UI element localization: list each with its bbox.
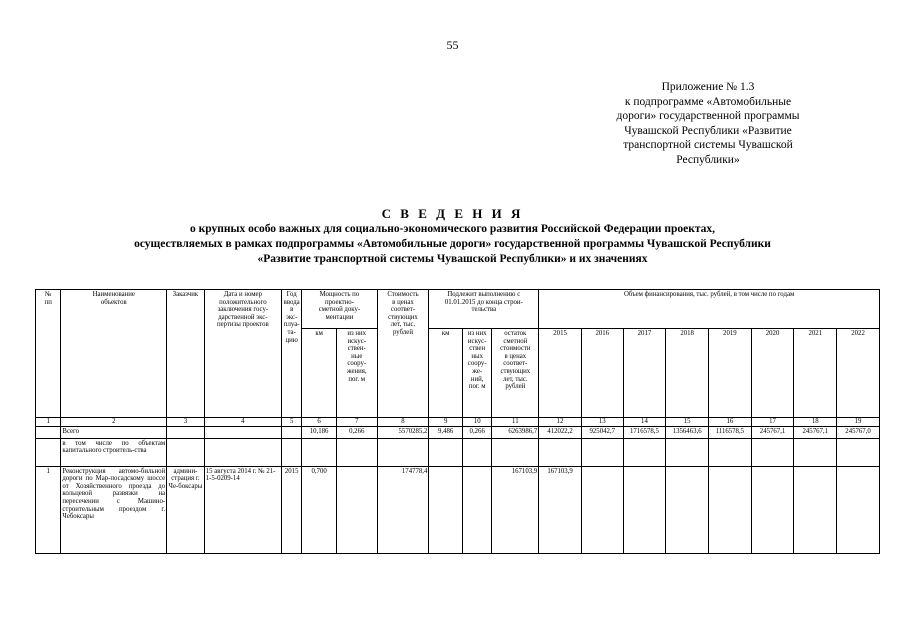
header-capacity-km: км	[302, 329, 337, 418]
col-number: 11	[492, 418, 539, 427]
object-expertise-date: 15 августа 2014 г. № 21-1-5-0209-14	[204, 466, 281, 553]
subtitle-line: «Развитие транспортной системы Чувашской Республики» и их значениях	[257, 253, 648, 265]
table-row-subtotal	[36, 438, 880, 466]
col-number: 4	[204, 418, 281, 427]
subtitle-line: о крупных особо важных для социально-экономического развития Российской Федерации проектах,	[189, 223, 716, 235]
header-remaining-balance: остаток сметной стоимости в ценах соответ- ствующих лет, тыс. рублей	[492, 329, 539, 418]
col-number: 10	[462, 418, 491, 427]
col-number: 3	[167, 418, 205, 427]
col-number: 14	[623, 418, 666, 427]
header-year-2019: 2019	[709, 329, 752, 418]
header-year-2022: 2022	[837, 329, 880, 418]
object-name: Реконструкция автомо-бильной дороги по Мар-посадскому шоссе от Хозяйственного проезда до кольцевой развязки на пересечении с Машино-строительным проездом г. Чебоксары	[61, 466, 167, 553]
col-number: 15	[666, 418, 709, 427]
header-remaining-km: км	[429, 329, 463, 418]
header-expertise-date: Дата и номер положительного заключения госу- дарственной экс- пертизы проектов	[204, 290, 281, 418]
total-cell: 1356463,6	[666, 426, 709, 438]
page-number: 55	[446, 38, 459, 52]
total-cell: 245767,1	[751, 426, 794, 438]
header-customer: Заказчик	[167, 290, 205, 418]
col-number: 6	[302, 418, 337, 427]
object-year: 2015	[282, 466, 302, 553]
document-subtitle	[0, 222, 905, 267]
col-number: 8	[377, 418, 429, 427]
header-year-2018: 2018	[666, 329, 709, 418]
total-cell: 925042,7	[581, 426, 623, 438]
object-cost: 174778,4	[377, 466, 429, 553]
header-remaining-artificial: из них искус- ствен ных соору- же- ний, пог. м	[462, 329, 491, 418]
object-funding-2015: 167103,9	[539, 466, 582, 553]
total-cell: 245767,1	[794, 426, 837, 438]
col-number: 17	[751, 418, 794, 427]
appendix-note	[588, 80, 828, 167]
appendix-line: Чувашской Республики «Развитие	[624, 124, 792, 137]
appendix-line: Приложение № 1.3	[661, 81, 755, 93]
header-remaining: Подлежит выполнению с 01.01.2015 до конца строи- тельства	[429, 290, 539, 329]
total-cell: 9,486	[429, 426, 463, 438]
appendix-line: дороги» государственной программы	[616, 110, 800, 122]
total-cell: 10,186	[302, 426, 337, 438]
document-title: С В Е Д Е Н И Я	[381, 206, 524, 221]
col-number: 1	[36, 418, 61, 427]
appendix-line: транспортной системы Чувашской	[623, 139, 793, 151]
total-cell: 1116578,5	[709, 426, 752, 438]
header-name: Наименование объектов	[61, 290, 167, 418]
header-year-2016: 2016	[581, 329, 623, 418]
object-balance: 167103,9	[492, 466, 539, 553]
object-customer: админи-страция г. Че-боксары	[167, 466, 205, 553]
total-cell: 412022,2	[539, 426, 582, 438]
total-cell: 0,266	[336, 426, 377, 438]
object-num: 1	[36, 466, 61, 553]
projects-table	[35, 289, 880, 554]
col-number: 5	[282, 418, 302, 427]
header-funding: Объем финансирования, тыс. рублей, в том числе по годам	[539, 290, 880, 329]
total-cell: 1716578,5	[623, 426, 666, 438]
header-num: № пп	[36, 290, 61, 418]
object-km: 0,700	[302, 466, 337, 553]
table-row-total	[36, 426, 880, 438]
col-number: 18	[794, 418, 837, 427]
col-number: 9	[429, 418, 463, 427]
col-number: 19	[837, 418, 880, 427]
col-number: 7	[336, 418, 377, 427]
column-numbers-row	[36, 418, 880, 427]
col-number: 13	[581, 418, 623, 427]
header-year: Год ввода в экс- плуа- та- цию	[282, 290, 302, 418]
col-number: 16	[709, 418, 752, 427]
header-cost: Стоимость в ценах соответ- ствующих лет, тыс. рублей	[377, 290, 429, 418]
header-year-2015: 2015	[539, 329, 582, 418]
subtitle-line: осуществляемых в рамках подпрограммы «Автомобильные дороги» государственной программы Чувашской Республики	[134, 238, 771, 250]
header-year-2017: 2017	[623, 329, 666, 418]
header-capacity-artificial: из них искус- ствен- ные соору- жения, пог. м	[336, 329, 377, 418]
total-label: Всего	[61, 426, 167, 438]
table-row-object	[36, 466, 880, 553]
subtotal-label: в том числе по объектам капитального строитель-ства	[61, 438, 167, 466]
total-cell: 6263986,7	[492, 426, 539, 438]
appendix-line: Республики»	[676, 153, 740, 166]
total-cell: 0,266	[462, 426, 491, 438]
total-cell: 245767,0	[837, 426, 880, 438]
col-number: 12	[539, 418, 582, 427]
header-year-2020: 2020	[751, 329, 794, 418]
appendix-line: к подпрограмме «Автомобильные	[624, 95, 792, 108]
header-capacity: Мощность по проектно- сметной доку- ментации	[302, 290, 377, 329]
header-row-1	[36, 290, 880, 329]
header-year-2021: 2021	[794, 329, 837, 418]
total-cell: 5570285,2	[377, 426, 429, 438]
col-number: 2	[61, 418, 167, 427]
